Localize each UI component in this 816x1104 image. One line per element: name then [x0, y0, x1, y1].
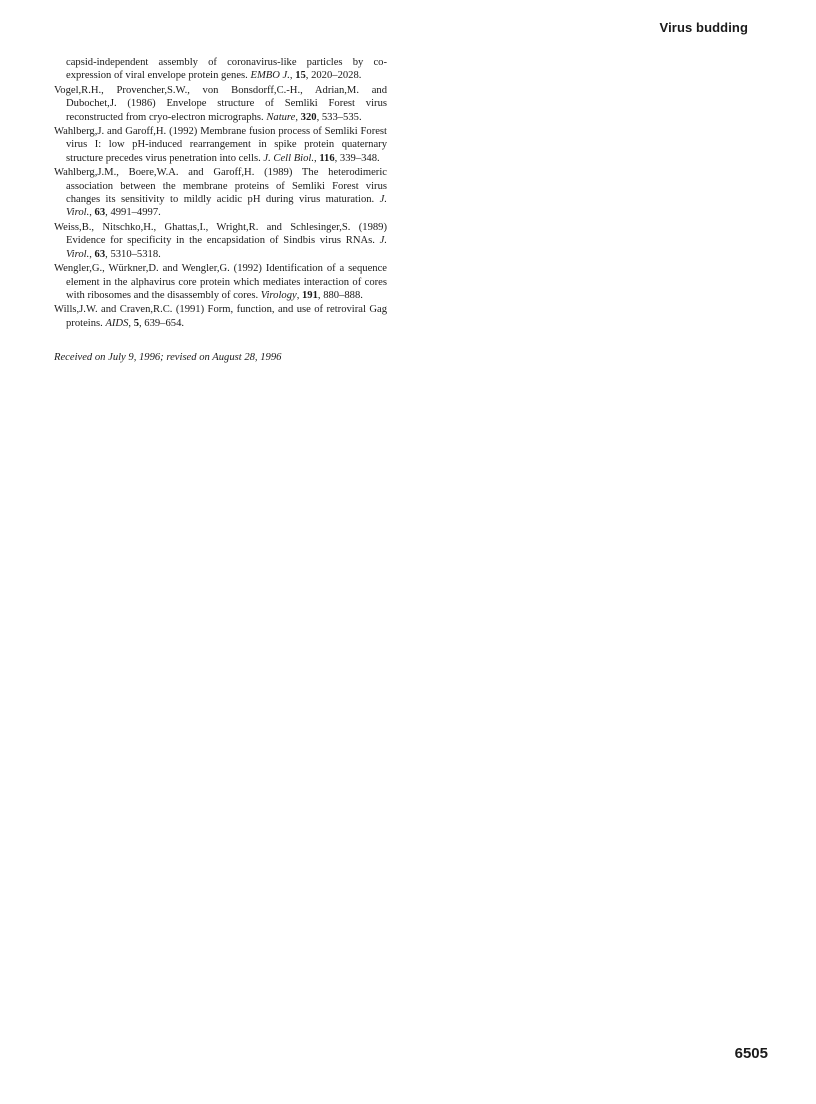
reference-list — [54, 56, 387, 331]
reference-item: Wills,J.W. and Craven,R.C. (1991) Form, function, and use of retroviral Gag proteins. AIDS, 5, 639–654. — [54, 304, 387, 329]
reference-pages: 2020–2028. — [311, 70, 362, 82]
reference-item: Weiss,B., Nitschko,H., Ghattas,I., Wright,R. and Schlesinger,S. (1989) Evidence for specificity in the encapsidation of Sindbis virus RNAs. J. Virol., 63, 5310–5318. — [54, 221, 388, 260]
reference-journal: J. Cell Biol. — [263, 152, 315, 164]
running-title: Virus budding — [659, 20, 748, 35]
reference-pages: 880–888. — [323, 289, 363, 301]
reference-text: Weiss,B., Nitschko,H., Ghattas,I., Wright,R. and Schlesinger,S. (1989) Evidence for specificity in the encapsidation of Sindbis virus RNAs. — [54, 221, 387, 247]
reference-pages: 5310–5318. — [110, 248, 161, 260]
reference-journal: J. Virol. — [66, 235, 388, 260]
reference-item: Vogel,R.H., Provencher,S.W., von Bonsdorff,C.-H., Adrian,M. and Dubochet,J. (1986) Envelope structure of Semliki Forest virus reconstructed from cryo-electron micrographs. Nature, 320, 533–535. — [54, 84, 387, 123]
reference-text: Wengler,G., Würkner,D. and Wengler,G. (1992) Identification of a sequence element in the alphavirus core protein which mediates interaction of cores with ribosomes and the disassembly of cores. — [54, 263, 387, 301]
reference-journal: Nature — [266, 111, 296, 123]
page-number: 6505 — [734, 1045, 768, 1062]
reference-item: Wahlberg,J. and Garoff,H. (1992) Membrane fusion process of Semliki Forest virus I: low pH-induced rearrangement in spike protein quaternary structure precedes virus penetration into cells. J. Cell Biol., 116, 339–348. — [54, 126, 387, 164]
reference-item: Wahlberg,J.M., Boere,W.A. and Garoff,H. (1989) The heterodimeric association between the membrane proteins of Semliki Forest virus changes its sensitivity to mildly acidic pH during virus maturation. J. Virol., 63, 4991–4997. — [54, 167, 388, 219]
reference-item: capsid-independent assembly of coronavirus-like particles by co-expression of viral envelope protein genes. EMBO J., 15, 2020–2028. — [66, 57, 387, 82]
reference-journal: J. Virol. — [66, 194, 388, 219]
reference-volume: 15 — [295, 70, 306, 82]
received-date-note: Received on July 9, 1996; revised on August 28, 1996 — [54, 352, 282, 363]
reference-pages: 533–535. — [321, 111, 362, 123]
reference-volume: 116 — [319, 152, 335, 164]
reference-volume: 191 — [302, 289, 318, 301]
reference-journal: AIDS — [105, 317, 129, 329]
reference-item: Wengler,G., Würkner,D. and Wengler,G. (1992) Identification of a sequence element in the alphavirus core protein which mediates interaction of cores with ribosomes and the disassembly of cores. Virology, 191, 880–888. — [54, 263, 387, 301]
reference-text: Wills,J.W. and Craven,R.C. (1991) Form, function, and use of retroviral Gag proteins. — [54, 304, 387, 329]
reference-journal: EMBO J. — [250, 70, 290, 82]
reference-volume: 5 — [133, 317, 139, 329]
reference-pages: 339–348. — [339, 152, 380, 164]
reference-volume: 63 — [94, 248, 106, 260]
reference-volume: 320 — [300, 111, 317, 123]
reference-pages: 4991–4997. — [110, 207, 161, 219]
reference-pages: 639–654. — [144, 317, 185, 329]
reference-text: capsid-independent assembly of coronavirus-like particles by co-expression of viral envelope protein genes. — [66, 57, 387, 82]
reference-text: Vogel,R.H., Provencher,S.W., von Bonsdorff,C.-H., Adrian,M. and Dubochet,J. (1986) Envelope structure of Semliki Forest virus reconstructed from cryo-electron micrographs. — [54, 84, 387, 123]
reference-volume: 63 — [94, 207, 106, 219]
reference-text: Wahlberg,J.M., Boere,W.A. and Garoff,H. (1989) The heterodimeric association between the membrane proteins of Semliki Forest virus changes its sensitivity to mildly acidic pH during virus maturation. — [54, 167, 387, 206]
reference-text: Wahlberg,J. and Garoff,H. (1992) Membrane fusion process of Semliki Forest virus I: low pH-induced rearrangement in spike protein quaternary structure precedes virus penetration into cells. — [54, 126, 387, 164]
reference-journal: Virology — [260, 289, 297, 301]
